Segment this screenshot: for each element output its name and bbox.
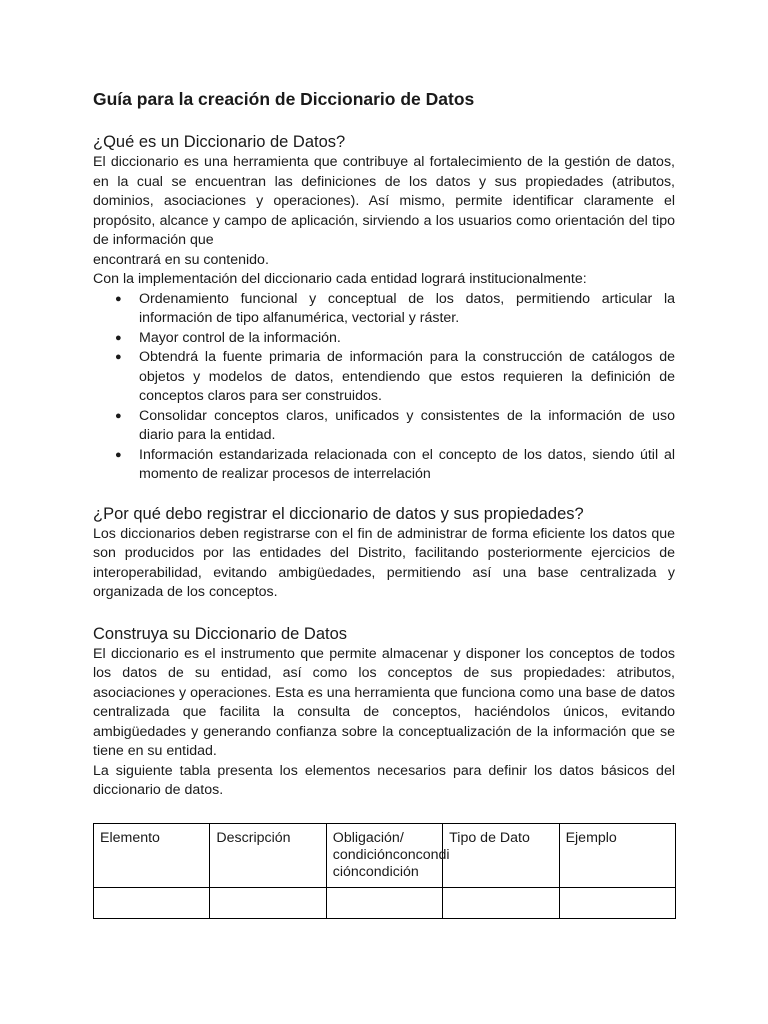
bullet-icon: ● bbox=[115, 448, 122, 461]
column-header-tipo-de-dato: Tipo de Dato bbox=[443, 823, 559, 887]
list-item-text: Información estandarizada relacionada con el concepto de los datos, siendo útil al momento de realizar procesos de interrelación bbox=[139, 446, 675, 482]
bullet-icon: ● bbox=[115, 351, 122, 363]
section-heading-why-register: ¿Por qué debo registrar el diccionario de datos y sus propiedades? bbox=[93, 504, 584, 523]
table-cell bbox=[210, 887, 326, 918]
why-register-paragraph: Los diccionarios deben registrarse con el fin de administrar de forma eficiente los datos que son producidos por las entidades del Distrito, facilitando posteriormente ejercicios de interoperabilidad, evitando ambigüedades, permitiendo así una base centralizada y organizada de los conceptos. bbox=[93, 525, 675, 600]
table-cell bbox=[326, 887, 442, 918]
list-item-text: Consolidar conceptos claros, unificados y consistentes de la información de uso diario para la entidad. bbox=[139, 407, 675, 443]
list-item bbox=[115, 407, 675, 446]
section-heading-build: Construya su Diccionario de Datos bbox=[93, 624, 348, 643]
list-item bbox=[115, 446, 675, 485]
column-header-ejemplo: Ejemplo bbox=[559, 823, 675, 887]
table-intro-paragraph: La siguiente tabla presenta los elementos necesarios para definir los datos básicos del diccionario de datos. bbox=[93, 762, 675, 798]
what-is-paragraph-continuation: encontrará en su contenido. bbox=[93, 251, 269, 268]
table-cell bbox=[443, 887, 559, 918]
column-header-obligacion: Obligación/ condiciónconcondi cióncondición bbox=[326, 823, 442, 887]
list-item-text: Mayor control de la información. bbox=[139, 329, 341, 346]
table-header-row bbox=[94, 823, 676, 887]
list-item-text: Obtendrá la fuente primaria de información para la construcción de catálogos de objetos y modelos de datos, entendiendo que estos requieren la definición de conceptos claros para ser construidos. bbox=[139, 349, 675, 404]
bullet-icon: ● bbox=[115, 331, 122, 344]
column-header-elemento: Elemento bbox=[94, 823, 210, 887]
bullet-icon: ● bbox=[115, 292, 122, 305]
section-spacer bbox=[93, 603, 675, 623]
list-item bbox=[115, 329, 675, 349]
table-row bbox=[94, 887, 676, 918]
document-body bbox=[93, 88, 675, 919]
data-dictionary-table bbox=[93, 823, 676, 919]
benefits-list bbox=[93, 290, 675, 485]
document-title: Guía para la creación de Diccionario de Datos bbox=[93, 89, 475, 109]
list-item bbox=[115, 348, 675, 407]
list-item bbox=[115, 290, 675, 329]
build-paragraph: El diccionario es el instrumento que permite almacenar y disponer los conceptos de todos los datos de su entidad, así como los conceptos de sus propiedades: atributos, asociaciones y operaciones. Esta es una herramienta que funciona como una base de datos centralizada que facilita la consulta de conceptos, haciéndolos únicos, evitando ambigüedades y generando confianza sobre la conceptualización de la información que se tiene en su entidad. bbox=[93, 645, 675, 759]
section-spacer bbox=[93, 485, 675, 503]
implementation-intro: Con la implementación del diccionario cada entidad logrará institucionalmente: bbox=[93, 271, 587, 287]
column-header-descripcion: Descripción bbox=[210, 823, 326, 887]
section-heading-what-is: ¿Qué es un Diccionario de Datos? bbox=[93, 133, 346, 151]
table-cell bbox=[94, 887, 210, 918]
what-is-paragraph: El diccionario es una herramienta que contribuye al fortalecimiento de la gestión de datos, en la cual se encuentran las definiciones de los datos y sus propiedades (atributos, dominios, asociaciones y operaciones). Así mismo, permite identificar claramente el propósito, alcance y campo de aplicación, sirviendo a los usuarios como orientación del tipo de información que bbox=[93, 154, 675, 248]
list-item-text: Ordenamiento funcional y conceptual de los datos, permitiendo articular la información de tipo alfanumérica, vectorial y ráster. bbox=[139, 290, 675, 326]
table-cell bbox=[559, 887, 675, 918]
bullet-icon: ● bbox=[115, 409, 122, 422]
